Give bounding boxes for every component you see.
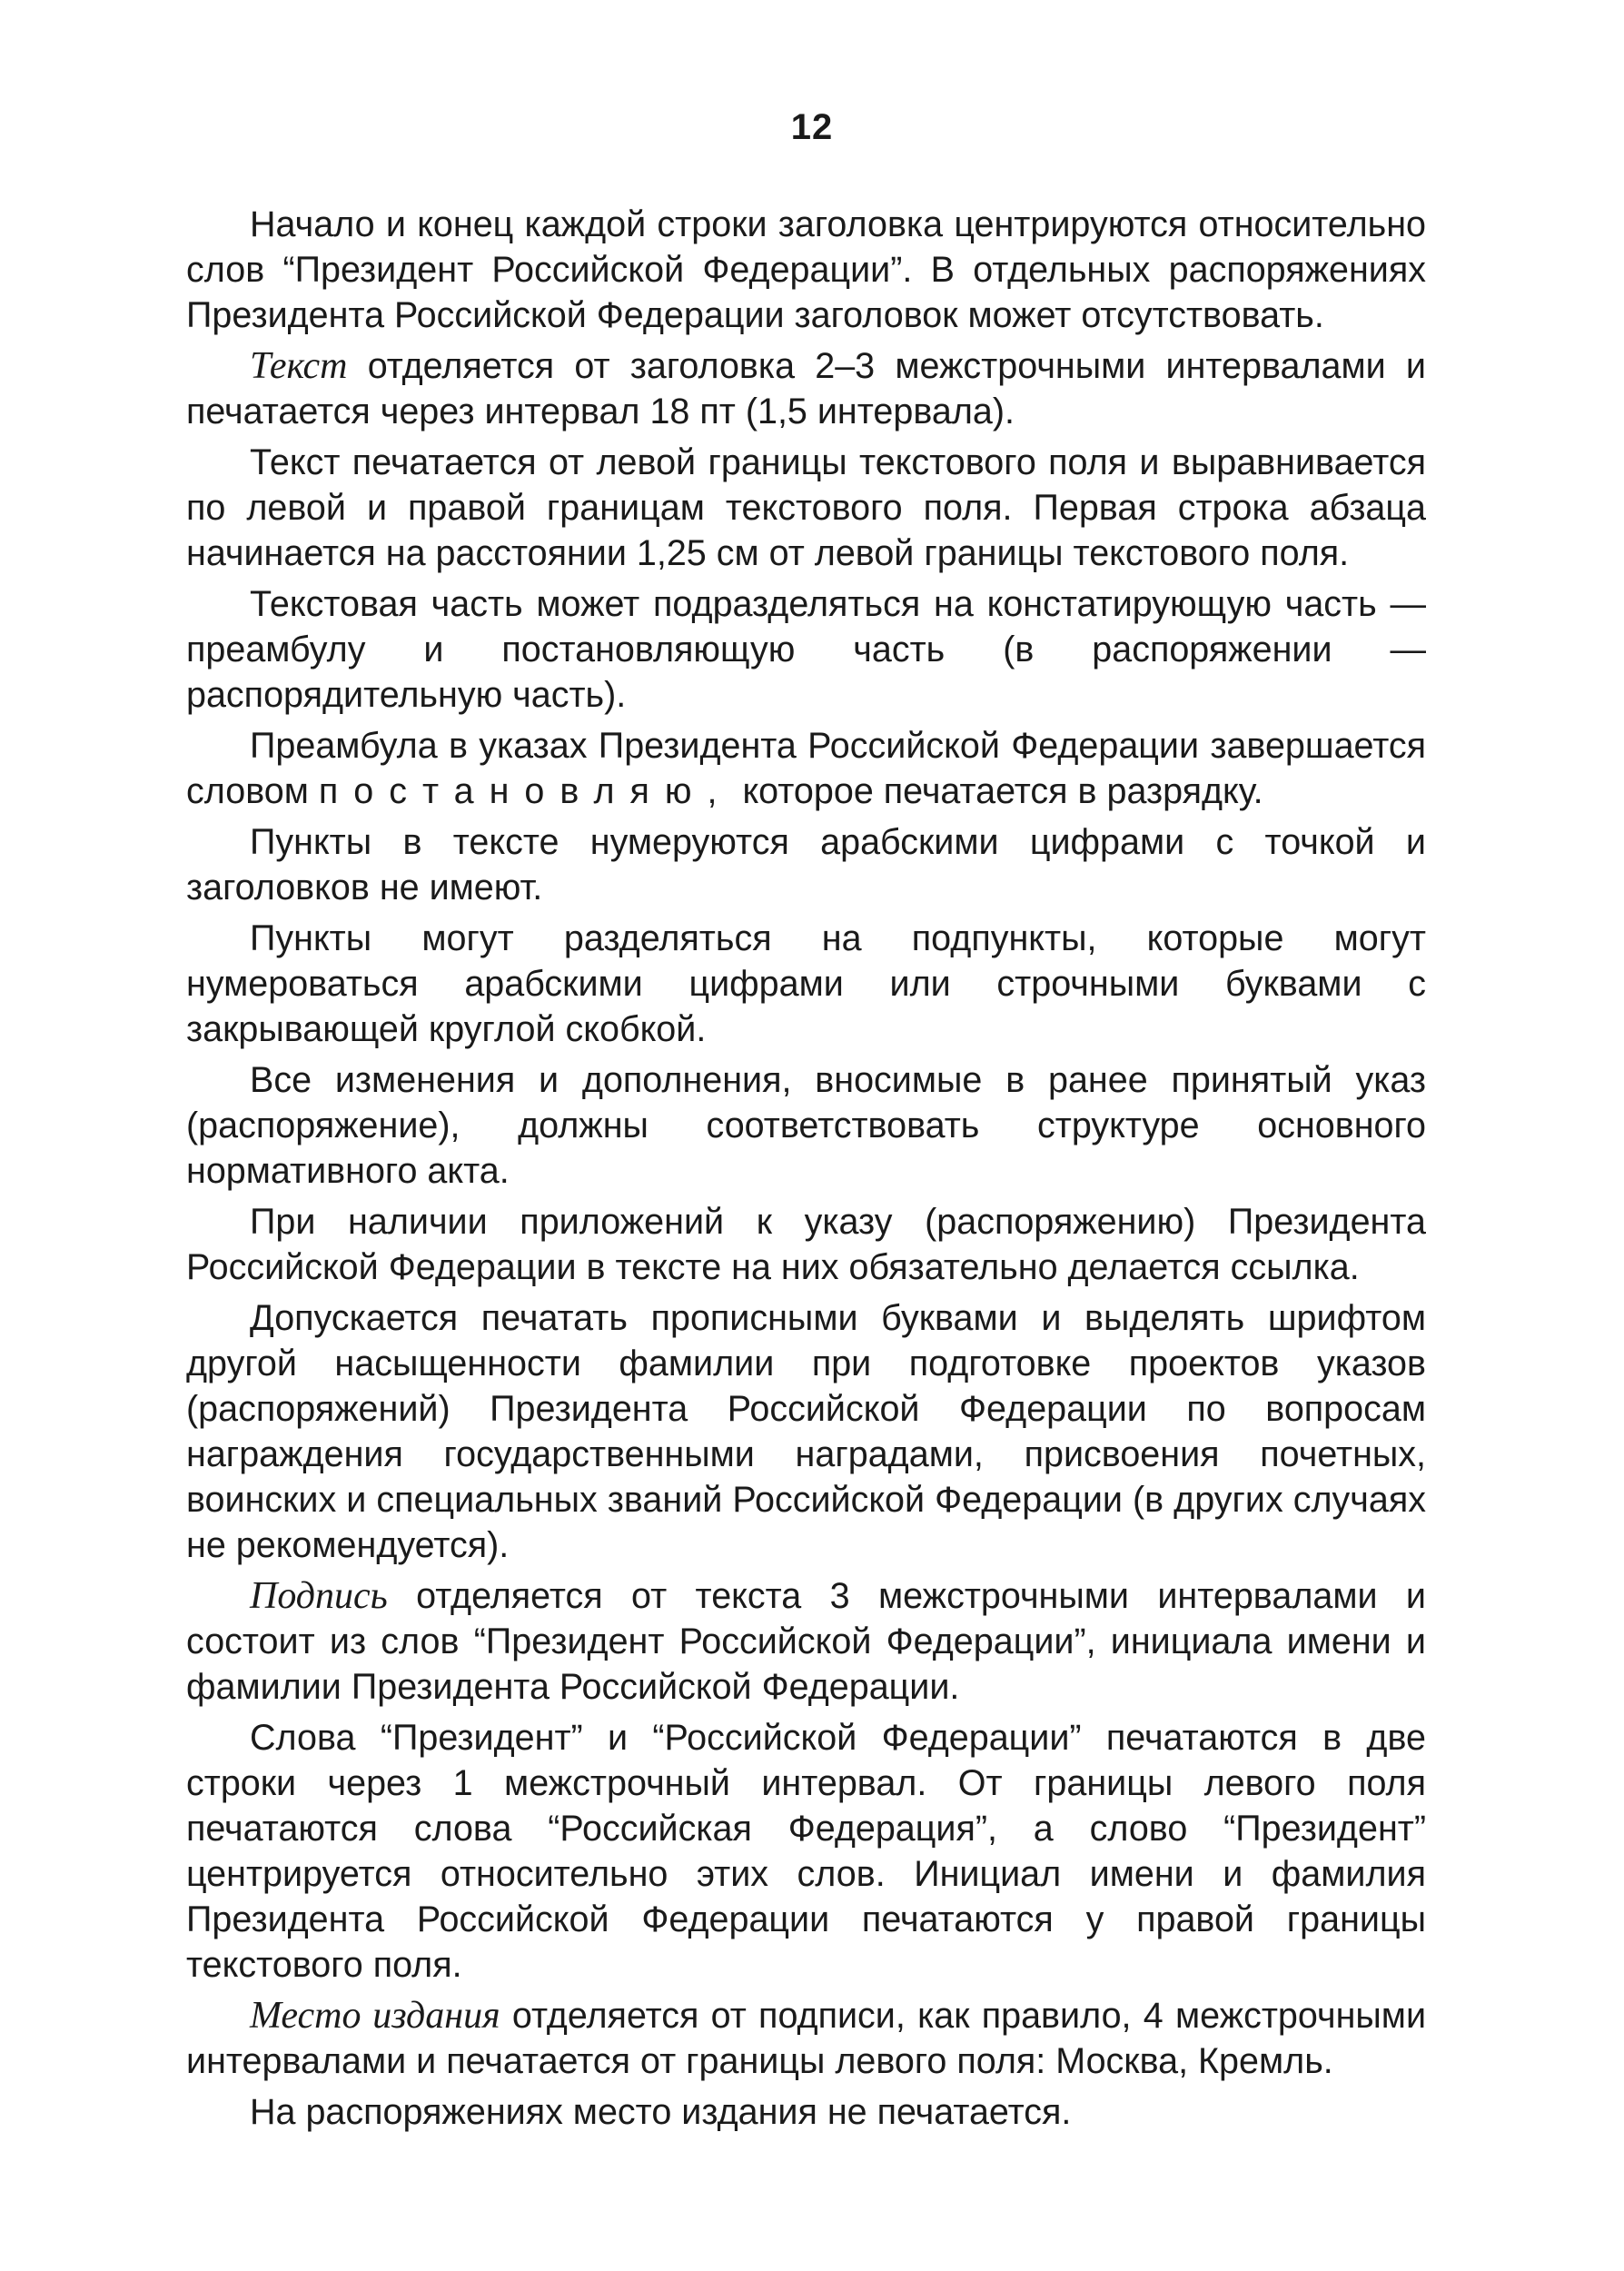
paragraph-body: которое печатается в разрядку.: [732, 771, 1263, 811]
paragraph-text-parts: Текстовая часть может подразделяться на констатирующую часть — преамбулу и постановляющую часть (в распоряжении — распорядительную часть).: [186, 584, 1426, 715]
paragraph-heading-centering: Начало и конец каждой строки заголовка центрируются относительно слов “Президент Российской Федерации”. В отдельных распоряжениях Президента Российской Федерации заголовок может отсутствовать.: [186, 204, 1426, 335]
spaced-word: постановляю,: [318, 771, 733, 811]
paragraph-signature: [186, 1573, 1426, 1710]
paragraph-place-of-issue: [186, 1993, 1426, 2084]
paragraph-text-alignment: Текст печатается от левой границы текстового поля и выравнивается по левой и правой границам текстового поля. Первая строка абзаца начинается на расстоянии 1,25 см от левой границы текстового поля.: [186, 442, 1426, 573]
paragraph-body: Преамбула в указах Президента Российской Федерации завершается словом: [186, 726, 1426, 811]
paragraph-amendments: Все изменения и дополнения, вносимые в ранее принятый указ (распоряжение), должны соответствовать структуре основного нормативного акта.: [186, 1060, 1426, 1191]
term-place-of-issue: Место издания: [250, 1995, 500, 2037]
paragraph-preamble: [186, 723, 1426, 814]
term-signature: Подпись: [250, 1575, 388, 1617]
body-text: [186, 202, 1426, 2140]
paragraph-body: отделяется от заголовка 2–3 межстрочными интервалами и печатается через интервал 18 пт (1,5 интервала).: [186, 346, 1426, 431]
paragraph-subitems: Пункты могут разделяться на подпункты, которые могут нумероваться арабскими цифрами или строчными буквами с закрывающей круглой скобкой.: [186, 918, 1426, 1049]
paragraph-body: отделяется от текста 3 межстрочными интервалами и состоит из слов “Президент Российской Федерации”, инициала имени и фамилии Президента Российской Федерации.: [186, 1576, 1426, 1707]
term-text: Текст: [250, 345, 348, 387]
paragraph-attachments: При наличии приложений к указу (распоряжению) Президента Российской Федерации в тексте на них обязательно делается ссылка.: [186, 1202, 1426, 1287]
paragraph-orders-no-place: На распоряжениях место издания не печатается.: [250, 2092, 1072, 2132]
paragraph-item-numbering: Пункты в тексте нумеруются арабскими цифрами с точкой и заголовков не имеют.: [186, 822, 1426, 907]
paragraph-body: отделяется от подписи, как правило, 4 межстрочными интервалами и печатается от границы левого поля: Москва, Кремль.: [186, 1996, 1427, 2081]
paragraph-capitals: Допускается печатать прописными буквами и выделять шрифтом другой насыщенности фамилии при подготовке проектов указов (распоряжений) Президента Российской Федерации по вопросам награждения государственными наградами, присвоения почетных, воинских и специальных званий Российской Федерации (в других случаях не рекомендуется).: [186, 1298, 1426, 1565]
paragraph-signature-layout: Слова “Президент” и “Российской Федерации” печатаются в две строки через 1 межстрочный интервал. От границы левого поля печатаются слова “Российская Федерация”, а слово “Президент” центрируется относительно этих слов. Инициал имени и фамилия Президента Российской Федерации печатаются у правой границы текстового поля.: [186, 1718, 1426, 1985]
paragraph-text-spacing: [186, 343, 1426, 434]
page-number: 12: [790, 107, 834, 147]
